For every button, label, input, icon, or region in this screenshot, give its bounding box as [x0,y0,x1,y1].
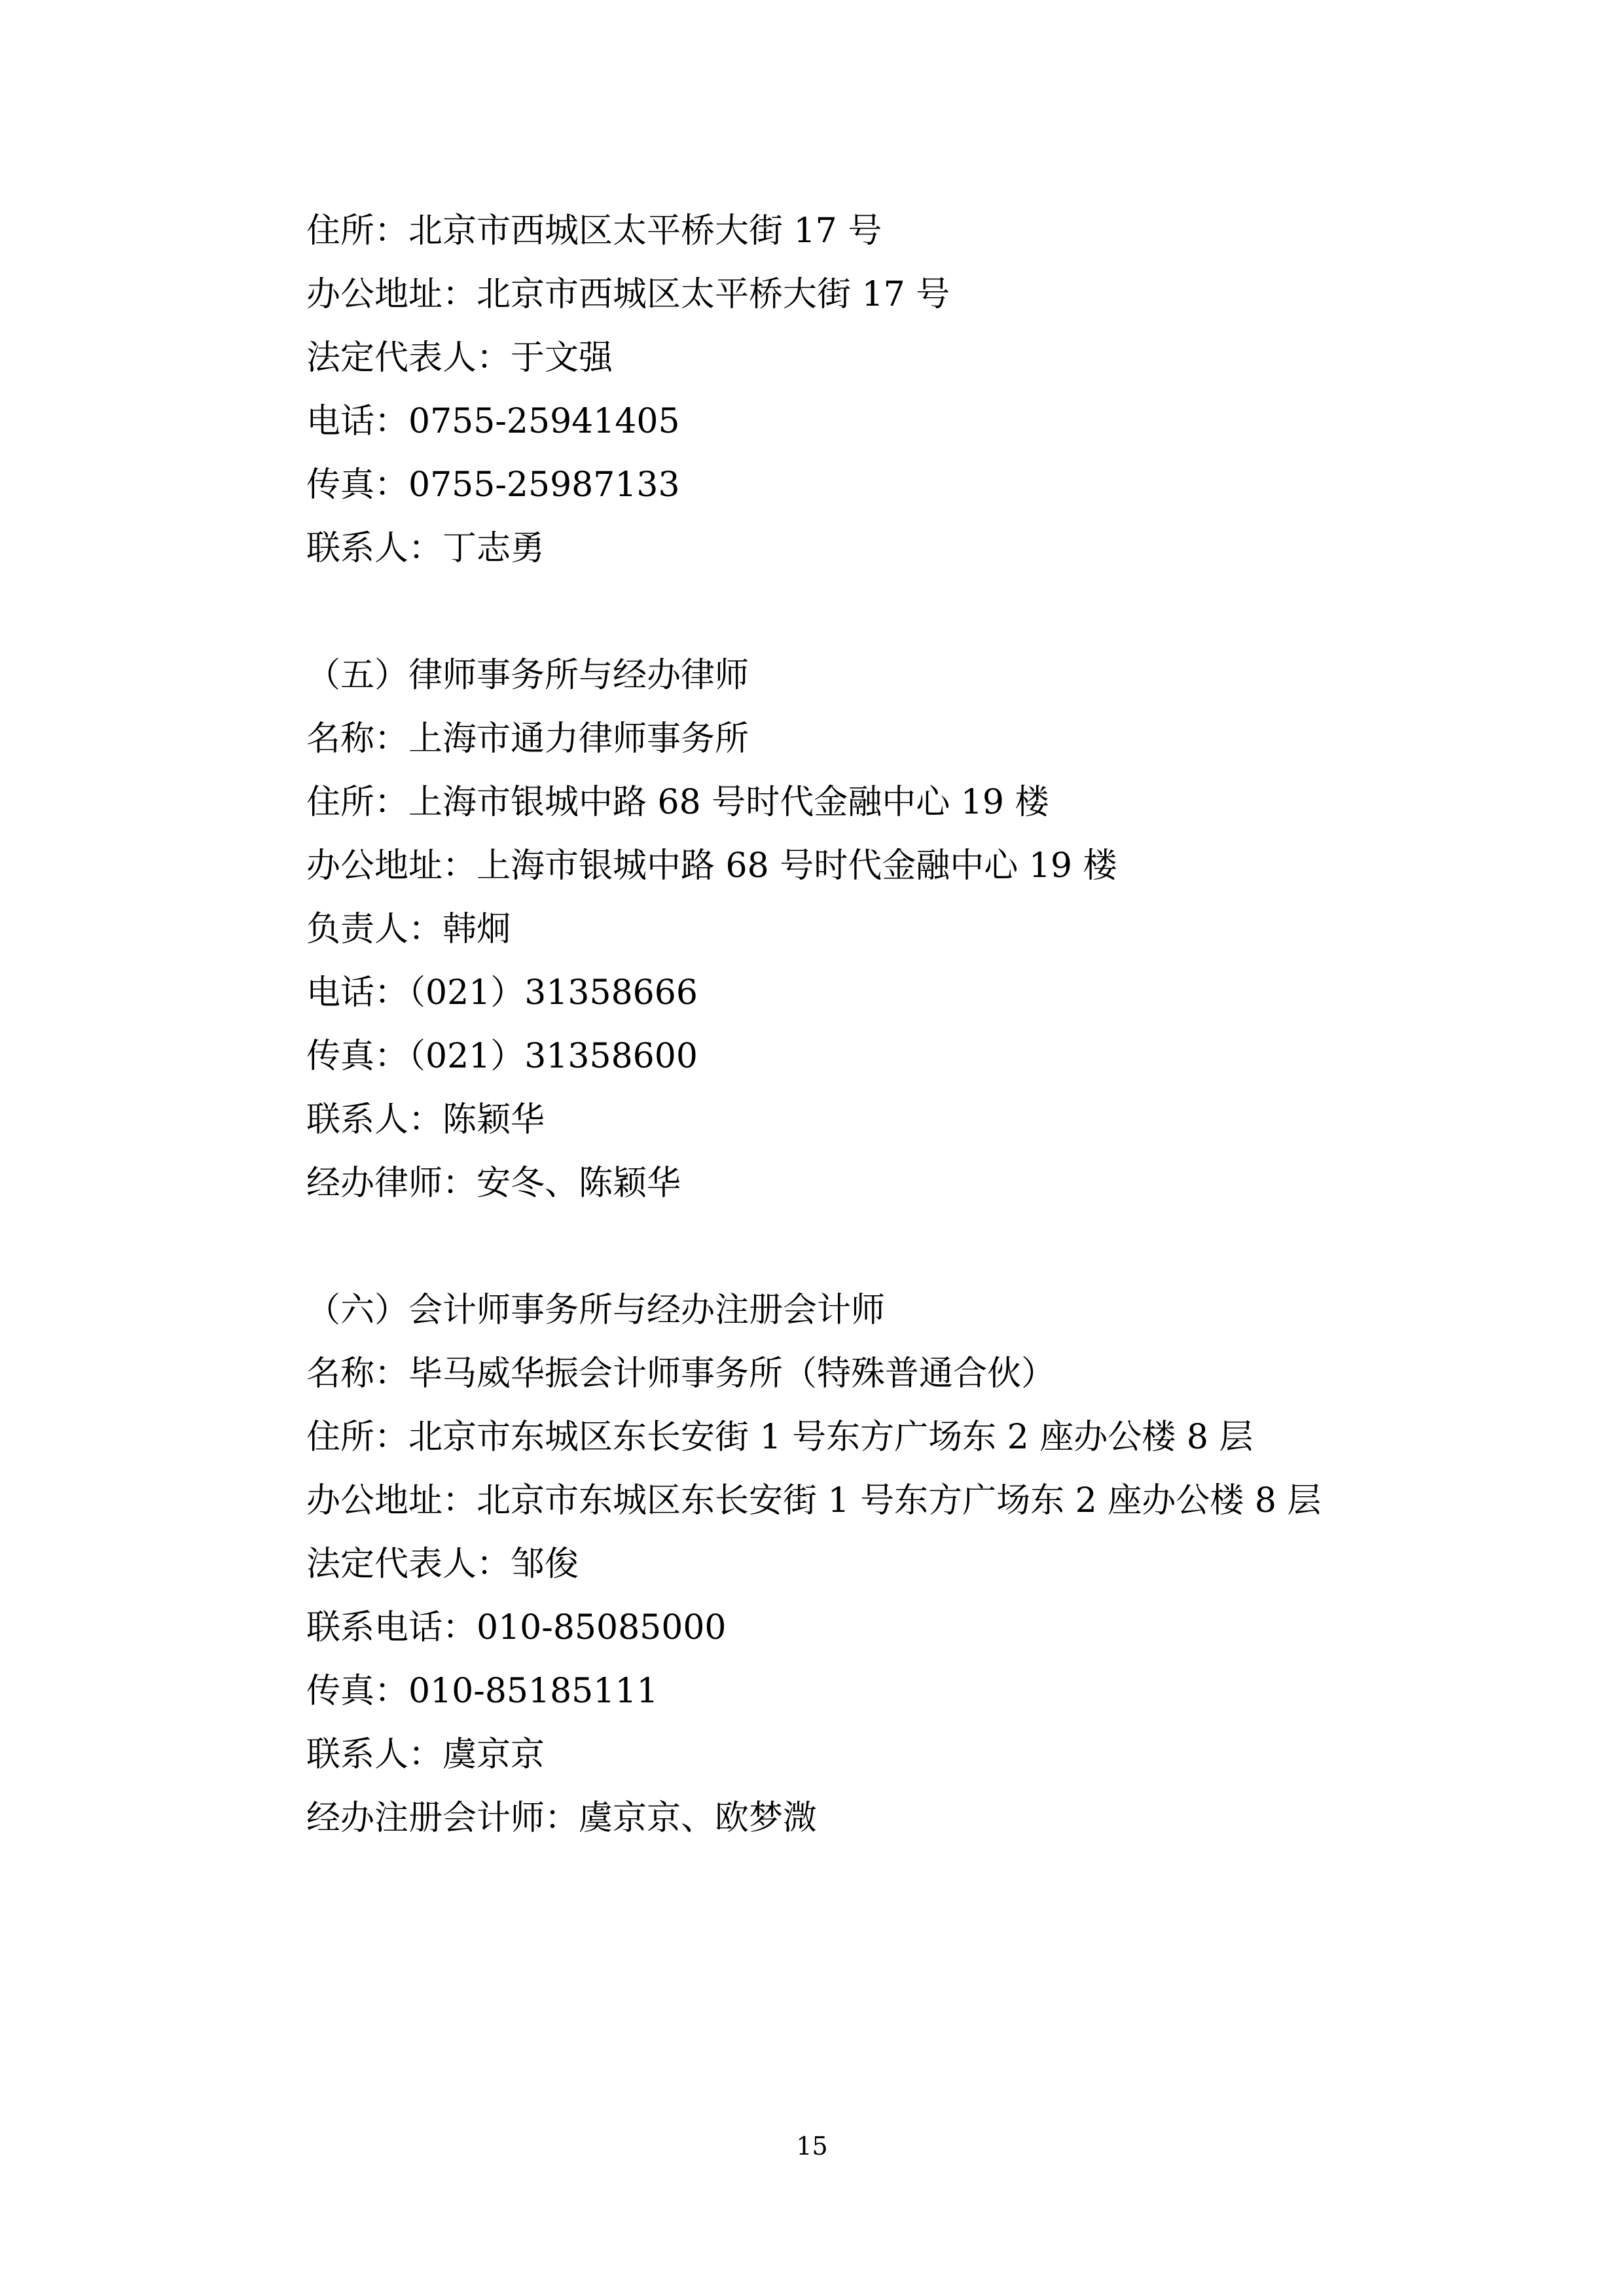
text-line: 联系人：虞京京 [306,1735,545,1774]
text-line: 名称：毕马威华振会计师事务所（特殊普通合伙） [306,1354,1056,1393]
text-line: 经办律师：安冬、陈颖华 [306,1164,681,1203]
text-line: 传真：0755-25987133 [306,465,680,505]
page-footer [0,2128,1624,2164]
text-line: 住所：上海市银城中路 68 号时代金融中心 19 楼 [306,783,1049,822]
text-line: 电话：0755-25941405 [306,402,680,441]
text-line: 办公地址：北京市东城区东长安街 1 号东方广场东 2 座办公楼 8 层 [306,1481,1322,1520]
text-line: 经办注册会计师：虞京京、欧梦溦 [306,1799,818,1838]
section-heading: （五）律师事务所与经办律师 [306,656,749,695]
text-line: 负责人：韩炯 [306,910,511,949]
section-gap [306,1215,1354,1279]
text-line: 传真：（021）31358600 [306,1037,698,1076]
text-line: 联系人：陈颖华 [306,1100,545,1139]
text-line: 名称：上海市通力律师事务所 [306,719,749,759]
page-number: 15 [796,2132,828,2161]
section-gap [306,581,1354,644]
text-line: 办公地址：上海市银城中路 68 号时代金融中心 19 楼 [306,846,1117,886]
text-line: 联系人：丁志勇 [306,529,545,568]
section-heading: （六）会计师事务所与经办注册会计师 [306,1291,886,1330]
text-line: 办公地址：北京市西城区太平桥大街 17 号 [306,275,950,314]
text-line: 住所：北京市东城区东长安街 1 号东方广场东 2 座办公楼 8 层 [306,1418,1254,1457]
text-line: 电话：（021）31358666 [306,973,698,1013]
text-line: 法定代表人：邹俊 [306,1545,579,1584]
text-line: 联系电话：010-85085000 [306,1608,727,1647]
text-line: 法定代表人：于文强 [306,338,613,378]
document-body [306,200,1354,1850]
text-line: 住所：北京市西城区太平桥大街 17 号 [306,211,882,251]
text-line: 传真：010-85185111 [306,1672,659,1711]
